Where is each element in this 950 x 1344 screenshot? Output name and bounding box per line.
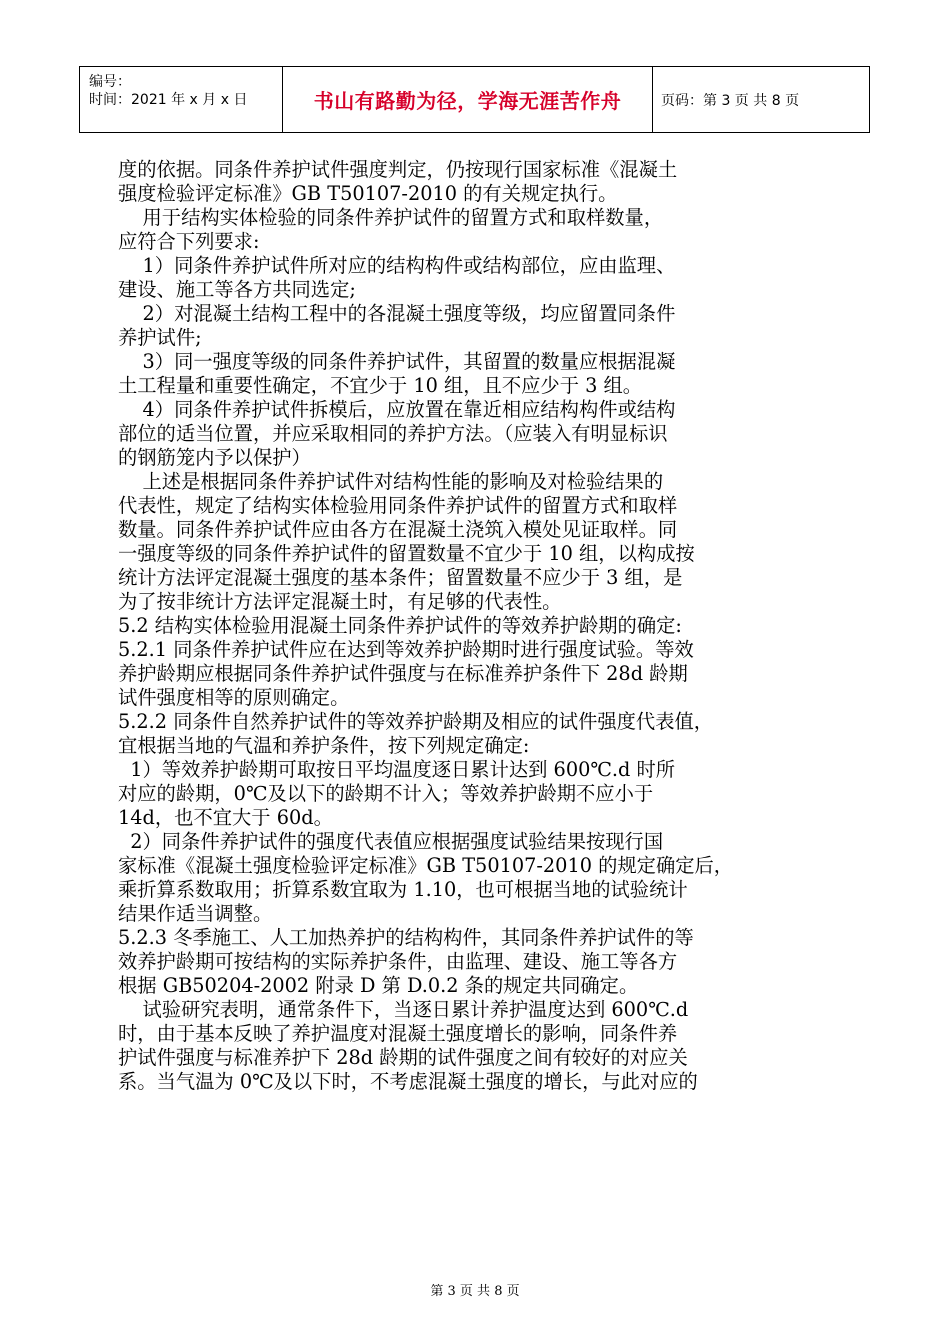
body-text-line: 部位的适当位置，并应采取相同的养护方法。（应装入有明显标识 [118, 422, 668, 445]
body-text-line: 数量。同条件养护试件应由各方在混凝土浇筑入模处见证取样。同 [118, 518, 678, 541]
body-text-line: 2）同条件养护试件的强度代表值应根据强度试验结果按现行国 [118, 830, 664, 853]
body-text-line: 用于结构实体检验的同条件养护试件的留置方式和取样数量， [118, 206, 664, 229]
body-text-line: 家标准《混凝土强度检验评定标准》GB T50107-2010 的规定确定后， [118, 854, 734, 877]
header-page-info: 页码：第 3 页 共 8 页 [661, 92, 800, 109]
body-text-line: 的钢筋笼内予以保护） [118, 446, 311, 469]
body-text-line: 结果作适当调整。 [118, 902, 273, 925]
body-text-line: 5.2.1 同条件养护试件应在达到等效养护龄期时进行强度试验。等效 [118, 638, 694, 661]
body-text-line: 1）等效养护龄期可取按日平均温度逐日累计达到 600℃.d 时所 [118, 758, 676, 781]
body-text-line: 为了按非统计方法评定混凝土时，有足够的代表性。 [118, 590, 562, 613]
header-meta [80, 67, 283, 132]
page-header [79, 66, 870, 133]
body-text-line: 试验研究表明，通常条件下，当逐日累计养护温度达到 600℃.d [118, 998, 689, 1021]
body-text-line: 试件强度相等的原则确定。 [118, 686, 350, 709]
body-text-line: 统计方法评定混凝土强度的基本条件；留置数量不应少于 3 组，是 [118, 566, 683, 589]
body-text-line: 建设、施工等各方共同选定; [118, 278, 356, 301]
body-text-line: 一强度等级的同条件养护试件的留置数量不宜少于 10 组，以构成按 [118, 542, 695, 565]
body-text-line: 土工程量和重要性确定，不宜少于 10 组，且不应少于 3 组。 [118, 374, 643, 397]
document-body [118, 158, 848, 1094]
body-text-line: 效养护龄期可按结构的实际养护条件，由监理、建设、施工等各方 [118, 950, 678, 973]
body-text-line: 系。当气温为 0℃及以下时，不考虑混凝土强度的增长，与此对应的 [118, 1070, 698, 1093]
body-text-line: 护试件强度与标准养护下 28d 龄期的试件强度之间有较好的对应关 [118, 1046, 688, 1069]
body-text-line: 5.2.3 冬季施工、人工加热养护的结构构件，其同条件养护试件的等 [118, 926, 694, 949]
body-text-line: 3）同一强度等级的同条件养护试件，其留置的数量应根据混凝 [118, 350, 676, 373]
body-text-line: 代表性，规定了结构实体检验用同条件养护试件的留置方式和取样 [118, 494, 678, 517]
body-text-line: 5.2.2 同条件自然养护试件的等效养护龄期及相应的试件强度代表值， [118, 710, 714, 733]
body-text-line: 14d，也不宜大于 60d。 [118, 806, 333, 829]
body-text-line: 强度检验评定标准》GB T50107-2010 的有关规定执行。 [118, 182, 618, 205]
body-text-line: 根据 GB50204-2002 附录 D 第 D.0.2 条的规定共同确定。 [118, 974, 639, 997]
body-text-line: 时，由于基本反映了养护温度对混凝土强度增长的影响，同条件养 [118, 1022, 678, 1045]
body-text-line: 2）对混凝土结构工程中的各混凝土强度等级，均应留置同条件 [118, 302, 676, 325]
body-text-line: 5.2 结构实体检验用混凝土同条件养护试件的等效养护龄期的确定: [118, 614, 682, 637]
page-footer: 第 3 页 共 8 页 [430, 1284, 520, 1299]
body-text-line: 养护龄期应根据同条件养护试件强度与在标准养护条件下 28d 龄期 [118, 662, 688, 685]
header-motto: 书山有路勤为径，学海无涯苦作舟 [283, 67, 653, 132]
body-text-line: 度的依据。同条件养护试件强度判定，仍按现行国家标准《混凝土 [118, 158, 678, 181]
body-text-line: 1）同条件养护试件所对应的结构构件或结构部位，应由监理、 [118, 254, 676, 277]
body-text-line: 对应的龄期，0℃及以下的龄期不计入；等效养护龄期不应小于 [118, 782, 654, 805]
body-text-line: 乘折算系数取用；折算系数宜取为 1.10，也可根据当地的试验统计 [118, 878, 688, 901]
body-text-line: 宜根据当地的气温和养护条件，按下列规定确定: [118, 734, 530, 757]
body-text-line: 4）同条件养护试件拆模后，应放置在靠近相应结构构件或结构 [118, 398, 676, 421]
body-text-line: 应符合下列要求: [118, 230, 260, 253]
document-time-label: 时间：2021 年 x 月 x 日 [89, 92, 248, 108]
document-number-label: 编号： [89, 74, 131, 90]
body-text-line: 上述是根据同条件养护试件对结构性能的影响及对检验结果的 [118, 470, 664, 493]
body-text-line: 养护试件; [118, 326, 202, 349]
